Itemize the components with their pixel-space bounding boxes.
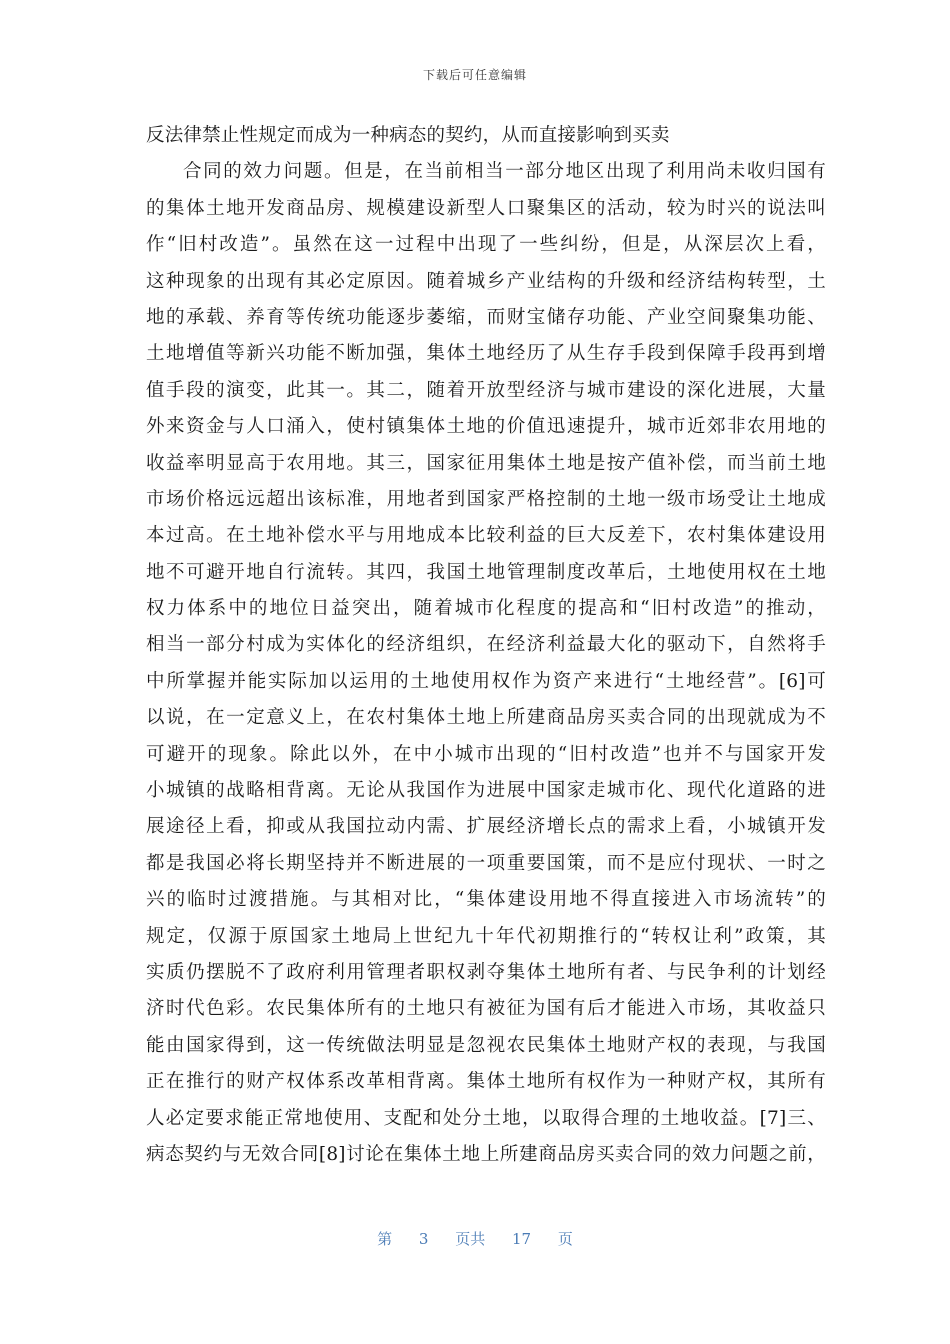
text-line: 济时代色彩。农民集体所有的土地只有被征为国有后才能进入市场，其收益只 bbox=[146, 998, 826, 1020]
text-line: 可避开的现象。除此以外，在中小城市出现的“旧村改造”也并不与国家开发 bbox=[146, 743, 826, 765]
text-line: 相当一部分村成为实体化的经济组织，在经济利益最大化的驱动下，自然将手 bbox=[146, 634, 826, 656]
text-line: 兴的临时过渡措施。与其相对比，“集体建设用地不得直接进入市场流转”的 bbox=[146, 889, 826, 911]
text-line: 病态契约与无效合同[8]讨论在集体土地上所建商品房买卖合同的效力问题之前， bbox=[146, 1143, 826, 1165]
text-line: 值手段的演变，此其一。其二，随着开放型经济与城市建设的深化进展，大量 bbox=[146, 379, 826, 401]
text-line: 本过高。在土地补偿水平与用地成本比较利益的巨大反差下，农村集体建设用 bbox=[146, 525, 826, 547]
text-line: 这种现象的出现有其必定原因。随着城乡产业结构的升级和经济结构转型，土 bbox=[146, 270, 826, 292]
footer-middle: 页共 bbox=[455, 1230, 486, 1248]
total-page-count: 17 bbox=[512, 1230, 532, 1248]
text-line: 小城镇的战略相背离。无论从我国作为进展中国家走城市化、现代化道路的进 bbox=[146, 780, 826, 802]
text-line: 实质仍摆脱不了政府利用管理者职权剥夺集体土地所有者、与民争利的计划经 bbox=[146, 961, 826, 983]
text-line: 正在推行的财产权体系改革相背离。集体土地所有权作为一种财产权，其所有 bbox=[146, 1071, 826, 1093]
text-line: 地不可避开地自行流转。其四，我国土地管理制度改革后，土地使用权在土地 bbox=[146, 561, 826, 583]
text-line: 以说，在一定意义上，在农村集体土地上所建商品房买卖合同的出现就成为不 bbox=[146, 707, 826, 729]
text-line: 展途径上看，抑或从我国拉动内需、扩展经济增长点的需求上看，小城镇开发 bbox=[146, 816, 826, 838]
text-line: 市场价格远远超出该标准，用地者到国家严格控制的土地一级市场受让土地成 bbox=[146, 488, 826, 510]
text-line: 外来资金与人口涌入，使村镇集体土地的价值迅速提升，城市近郊非农用地的 bbox=[146, 416, 826, 438]
text-line: 规定，仅源于原国家土地局上世纪九十年代初期推行的“转权让利”政策，其 bbox=[146, 925, 826, 947]
footer-prefix: 第 bbox=[377, 1230, 393, 1248]
text-line: 能由国家得到，这一传统做法明显是忽视农民集体土地财产权的表现，与我国 bbox=[146, 1034, 826, 1056]
body-text bbox=[146, 118, 826, 1173]
text-line: 人必定要求能正常地使用、支配和处分土地，以取得合理的土地收益。[7]三、 bbox=[146, 1107, 826, 1129]
text-line: 权力体系中的地位日益突出，随着城市化程度的提高和“旧村改造”的推动， bbox=[146, 598, 826, 620]
text-line: 都是我国必将长期坚持并不断进展的一项重要国策，而不是应付现状、一时之 bbox=[146, 852, 826, 874]
page-footer bbox=[0, 1228, 950, 1249]
text-line: 作“旧村改造”。虽然在这一过程中出现了一些纠纷，但是，从深层次上看， bbox=[146, 234, 826, 256]
text-line: 收益率明显高于农用地。其三，国家征用集体土地是按产值补偿，而当前土地 bbox=[146, 452, 826, 474]
text-line: 地的承载、养育等传统功能逐步萎缩，而财宝储存功能、产业空间聚集功能、 bbox=[146, 306, 826, 328]
text-line: 的集体土地开发商品房、规模建设新型人口聚集区的活动，较为时兴的说法叫 bbox=[146, 197, 826, 219]
text-line: 中所掌握并能实际加以运用的土地使用权作为资产来进行“土地经营”。[6]可 bbox=[146, 670, 826, 692]
current-page-number: 3 bbox=[418, 1230, 429, 1248]
text-line: 土地增值等新兴功能不断加强，集体土地经历了从生存手段到保障手段再到增 bbox=[146, 343, 826, 365]
footer-suffix: 页 bbox=[557, 1230, 573, 1248]
page-header: 下载后可任意编辑 bbox=[422, 68, 527, 82]
text-line: 合同的效力问题。但是，在当前相当一部分地区出现了利用尚未收归国有 bbox=[183, 161, 826, 183]
text-line: 反法律禁止性规定而成为一种病态的契约，从而直接影响到买卖 bbox=[146, 125, 670, 146]
